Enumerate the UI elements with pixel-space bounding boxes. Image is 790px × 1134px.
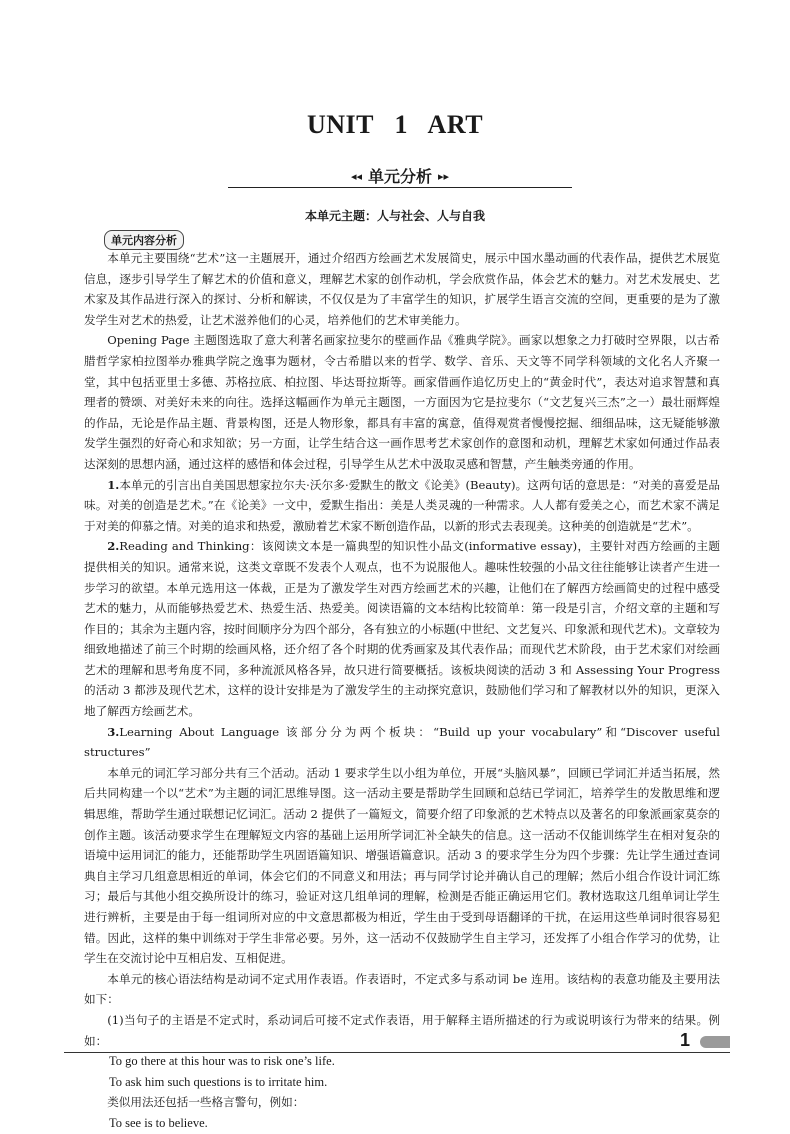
paragraph: 3.Learning About Language 该部分分为两个板块：“Build up your vocabulary”和“Discover useful structures”	[84, 724, 720, 760]
left-arrows-icon: ◂◂	[350, 170, 362, 183]
paragraph: 本单元的核心语法结构是动词不定式用作表语。作表语时，不定式多与系动词 be 连用。该结构的表意功能及主要用法如下：	[84, 971, 720, 1007]
content-analysis-badge: 单元内容分析	[104, 230, 184, 250]
paragraph: (1)当句子的主语是不定式时，系动词后可接不定式作表语，用于解释主语所描述的行为或说明该行为带来的结果。例如：	[84, 1012, 720, 1048]
paragraph: 本单元的词汇学习部分共有三个活动。活动 1 要求学生以小组为单位，开展“头脑风暴”，回顾已学词汇并适当拓展，然后共同构建一个以“艺术”为主题的词汇思维导图。这一活动主要是帮助学生回顾和总结已学词汇，培养学生的发散思维和逻辑思维，帮助学生通过联想记忆词汇。活动 2 提供了一篇短文，简要介绍了印象派的艺术特点以及著名的印象派画家莫奈的创作主题。该活动要求学生在理解短文内容的基础上运用所学词汇补全缺失的信息。这一活动不仅能训练学生在相对复杂的语境中运用词汇的能力，还能帮助学生巩固语篇知识、增强语篇意识。活动 3 的要求学生分为四个步骤：先让学生通过查词典自主学习几组意思相近的单词，体会它们的不同意义和用法；再与同学讨论并确认自己的理解；然后小组合作设计词汇练习；最后与其他小组交换所设计的练习，验证对这几组单词的理解，检测是否能正确运用它们。教材选取这几组单词让学生进行辨析，主要是由于每一组词所对应的中文意思都极为相近，学生由于受到母语翻译的干扰，在运用这些单词时很容易犯错。因此，这样的集中训练对于学生非常必要。另外，这一活动不仅鼓励学生自主学习，还发挥了小组合作学习的优势，让学生在交流讨论中互相启发、互相促进。	[84, 765, 720, 966]
body-text	[84, 248, 720, 1134]
paragraph: 1.本单元的引言出自美国思想家拉尔夫·沃尔多·爱默生的散文《论美》(Beauty)。这两句话的意思是：“对美的喜爱是品味。对美的创造是艺术。”在《论美》一文中，爱默生指出：美是人类灵魂的一种需求。人人都有爱美之心，而艺术家不满足于对美的仰慕之情。对美的追求和热爱，激励着艺术家不断创造作品，以新的形式去表现美。这种美的创造就是“艺术”。	[84, 477, 720, 533]
section-header	[228, 164, 572, 187]
paragraph: Opening Page 主题图选取了意大利著名画家拉斐尔的壁画作品《雅典学院》。画家以想象之力打破时空界限，以古希腊哲学家柏拉图举办雅典学院之逸事为题材，令古希腊以来的哲学、数学、音乐、天文等不同学科领域的文化名人齐聚一堂，其中包括亚里士多德、苏格拉底、柏拉图、毕达哥拉斯等。画家借画作追忆历史上的“黄金时代”，表达对追求智慧和真理者的赞颂、对美好未来的向往。选择这幅画作为单元主题图，一方面因为它是拉斐尔（“文艺复兴三杰”之一）最壮丽辉煌的作品，无论是作品主题、背景构图，还是人物形象，都具有丰富的寓意，值得观赏者慢慢挖掘、细细品味，这无疑能够激发学生强烈的好奇心和求知欲；另一方面，让学生结合这一画作思考艺术家创作的意图和动机，理解艺术家如何通过作品表达深刻的思想内涵，通过这样的感悟和体会过程，引导学生从艺术中汲取灵感和智慧，产生触类旁通的作用。	[84, 333, 720, 471]
paragraph: 本单元主要围绕“艺术”这一主题展开，通过介绍西方绘画艺术发展简史，展示中国水墨动画的代表作品，提供艺术展览信息，逐步引导学生了解艺术的价值和意义，理解艺术家的创作动机，学会欣赏作品，体会艺术的魅力。对艺术发展史、艺术家及其作品进行深入的探讨、分析和解读，不仅仅是为了丰富学生的知识，扩展学生语言交流的空间，更重要的是为了激发学生对艺术的热爱，让艺术滋养他们的心灵，培养他们的艺术审美能力。	[84, 251, 720, 327]
right-arrows-icon: ▸▸	[438, 170, 450, 183]
page-title: UNIT 1 ART	[306, 110, 484, 139]
note-text: 类似用法还包括一些格言警句，例如：	[107, 1095, 305, 1110]
section-divider	[228, 187, 572, 188]
example-sentence: To see is to believe.	[109, 1115, 208, 1130]
example-sentence: To ask him such questions is to irritate him.	[109, 1074, 328, 1089]
page-number: 1	[680, 1030, 691, 1050]
page-tab-marker	[700, 1036, 730, 1048]
section-label: 单元分析	[367, 167, 432, 186]
paragraph: 2.Reading and Thinking：该阅读文本是一篇典型的知识性小品文(informative essay)，主要针对西方绘画的主题提供相关的知识。通常来说，这类文章既不发表个人观点，也不为说服他人。趣味性较强的小品文往往能够让读者产生进一步学习的欲望。本单元选用这一体裁，正是为了激发学生对西方绘画艺术的兴趣，让他们在了解西方绘画简史的过程中感受艺术的魅力，从而能够热爱艺术、热爱生活、热爱美。阅读语篇的文本结构比较简单：第一段是引言，介绍文章的主题和写作目的；其余为主题内容，按时间顺序分为四个部分，各有独立的小标题(中世纪、文艺复兴、印象派和现代艺术)。文章较为细致地描述了前三个时期的绘画风格，还介绍了各个时期的优秀画家及其代表作品；而现代艺术阶段，由于艺术家们对绘画艺术的理解和思考角度不同，多种流派风格各异，故只进行简要概括。该板块阅读的活动 3 和 Assessing Your Progress 的活动 3 都涉及现代艺术，这样的设计安排是为了激发学生的主动探究意识，鼓励他们学习和了解教材以外的知识，更深入地了解西方绘画艺术。	[84, 539, 720, 719]
example-sentence: To go there at this hour was to risk one’s life.	[109, 1054, 335, 1069]
unit-theme: 本单元主题：人与社会、人与自我	[304, 209, 485, 223]
footer-divider	[64, 1052, 730, 1053]
